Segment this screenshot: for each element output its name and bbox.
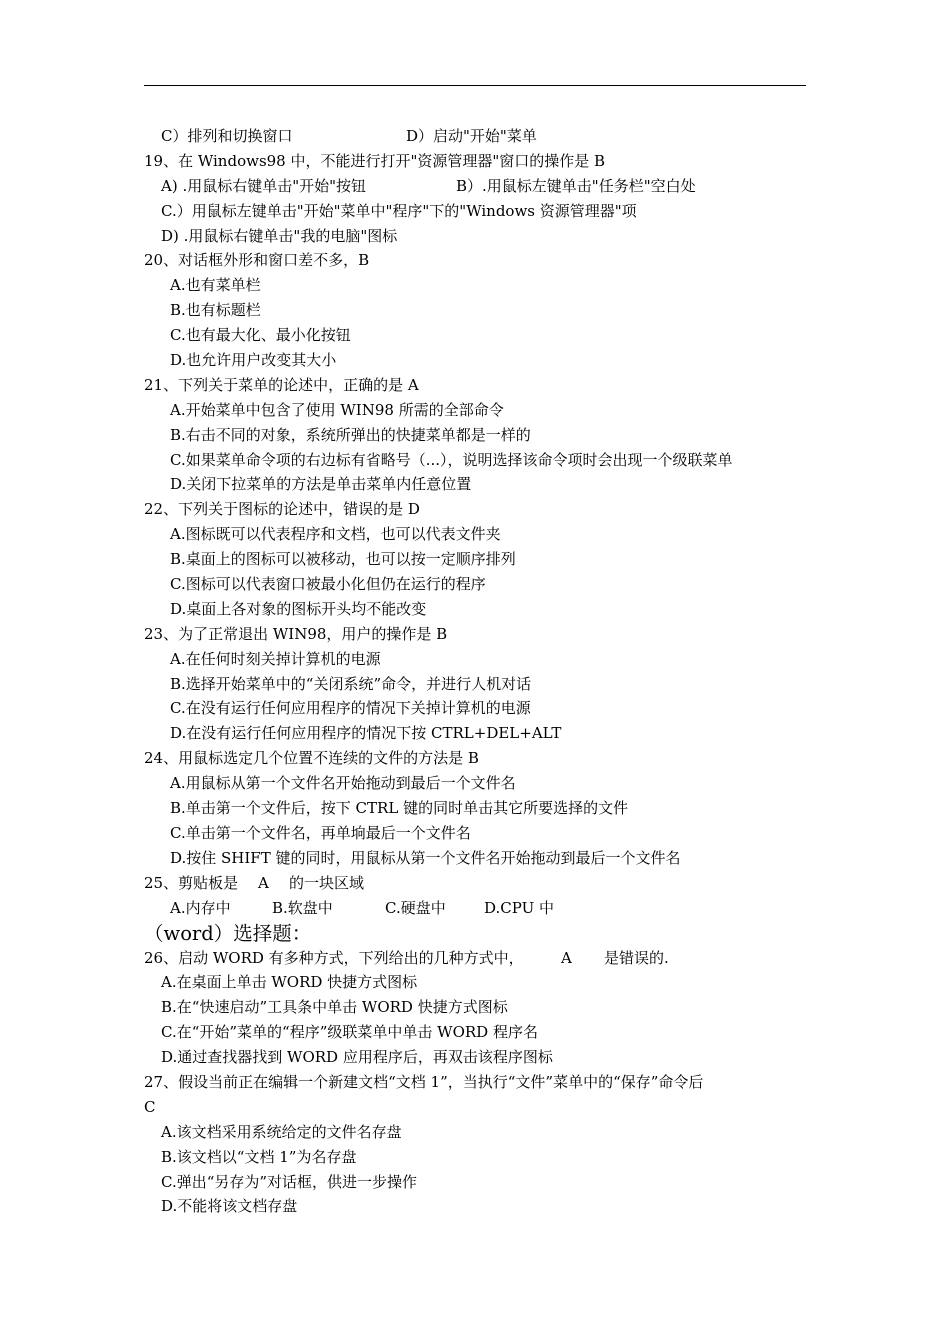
- text-segment: 是错误的.: [604, 948, 669, 967]
- section-heading: （word）选择题：: [144, 921, 312, 945]
- text-line: [0, 124, 950, 149]
- option-line: C.单击第一个文件名，再单垧最后一个文件名: [170, 823, 471, 842]
- option-line: C.也有最大化、最小化按钮: [170, 326, 351, 345]
- text-segment: C.硬盘中: [385, 898, 446, 917]
- option-line: B.单击第一个文件后，按下 CTRL 键的同时单击其它所要选择的文件: [170, 799, 629, 818]
- option-line: B.右击不同的对象，系统所弹出的快捷菜单都是一样的: [170, 425, 531, 444]
- option-line: B.该文档以“文档 1”为名存盘: [161, 1147, 357, 1166]
- text-segment: A.内存中: [170, 898, 231, 917]
- header-rule: [144, 85, 806, 86]
- option-line: B.也有标题栏: [170, 301, 261, 320]
- option-line: D) .用鼠标右键单击"我的电脑"图标: [161, 226, 398, 245]
- option-line: C.在没有运行任何应用程序的情况下关掉计算机的电源: [170, 699, 531, 718]
- question-line: 20、对话框外形和窗口差不多，B: [144, 251, 370, 270]
- option-line: B.选择开始菜单中的“关闭系统”命令，并进行人机对话: [170, 674, 532, 693]
- text-segment: D.CPU 中: [484, 898, 554, 917]
- text-segment: D）启动"开始"菜单: [406, 127, 537, 145]
- question-line: C: [144, 1097, 156, 1116]
- question-line: 24、用鼠标选定几个位置不连续的文件的方法是 B: [144, 749, 479, 768]
- text-segment: 26、启动 WORD 有多种方式，下列给出的几种方式中，: [144, 948, 524, 967]
- option-line: D.通过查找器找到 WORD 应用程序后，再双击该程序图标: [161, 1048, 553, 1067]
- option-line: B.在“快速启动”工具条中单击 WORD 快捷方式图标: [161, 998, 508, 1017]
- text-segment: A: [561, 948, 572, 967]
- document-body: [0, 124, 950, 1219]
- text-segment: B.软盘中: [272, 898, 333, 917]
- option-line: A.该文档采用系统给定的文件名存盘: [161, 1122, 402, 1141]
- text-line: [0, 896, 950, 921]
- option-line: D.关闭下拉菜单的方法是单击菜单内任意位置: [170, 475, 472, 494]
- option-line: D.不能将该文档存盘: [161, 1197, 298, 1216]
- option-line: C.弹出“另存为”对话框，供进一步操作: [161, 1172, 418, 1191]
- option-line: C.如果菜单命令项的右边标有省略号（...），说明选择该命令项时会出现一个级联菜单: [170, 450, 733, 469]
- option-line: A.开始菜单中包含了使用 WIN98 所需的全部命令: [170, 400, 504, 419]
- text-segment: A) .用鼠标右键单击"开始"按钮: [161, 176, 367, 195]
- text-line: [0, 174, 950, 199]
- option-line: D.按住 SHIFT 键的同时，用鼠标从第一个文件名开始拖动到最后一个文件名: [170, 848, 681, 867]
- text-line: [0, 946, 950, 971]
- text-segment: A: [258, 873, 269, 892]
- option-line: C.图标可以代表窗口被最小化但仍在运行的程序: [170, 575, 486, 594]
- option-line: A.在桌面上单击 WORD 快捷方式图标: [161, 973, 418, 992]
- question-line: 21、下列关于菜单的论述中，正确的是 A: [144, 375, 419, 394]
- option-line: D.也允许用户改变其大小: [170, 351, 337, 370]
- option-line: D.在没有运行任何应用程序的情况下按 CTRL+DEL+ALT: [170, 724, 562, 743]
- text-segment: 25、剪贴板是: [144, 873, 239, 892]
- option-line: A.也有菜单栏: [170, 276, 261, 295]
- option-line: A.在任何时刻关掉计算机的电源: [170, 649, 381, 668]
- question-line: 27、假设当前正在编辑一个新建文档“文档 1”，当执行“文件”菜单中的“保存”命令后: [144, 1072, 704, 1091]
- question-line: 23、为了正常退出 WIN98，用户的操作是 B: [144, 624, 448, 643]
- text-segment: C）排列和切换窗口: [161, 127, 293, 145]
- question-line: 19、在 Windows98 中，不能进行打开"资源管理器"窗口的操作是 B: [144, 151, 606, 170]
- option-line: C.）用鼠标左键单击"开始"菜单中"程序"下的"Windows 资源管理器"项: [161, 201, 637, 220]
- text-segment: 的一块区域: [289, 873, 365, 892]
- text-line: [0, 871, 950, 896]
- option-line: D.桌面上各对象的图标开头均不能改变: [170, 599, 427, 618]
- option-line: A.图标既可以代表程序和文档，也可以代表文件夹: [170, 525, 501, 544]
- question-line: 22、下列关于图标的论述中，错误的是 D: [144, 500, 420, 519]
- option-line: A.用鼠标从第一个文件名开始拖动到最后一个文件名: [170, 774, 516, 793]
- option-line: C.在“开始”菜单的“程序”级联菜单中单击 WORD 程序名: [161, 1023, 538, 1042]
- text-segment: B）.用鼠标左键单击"任务栏"空白处: [456, 176, 696, 195]
- option-line: B.桌面上的图标可以被移动，也可以按一定顺序排列: [170, 550, 516, 569]
